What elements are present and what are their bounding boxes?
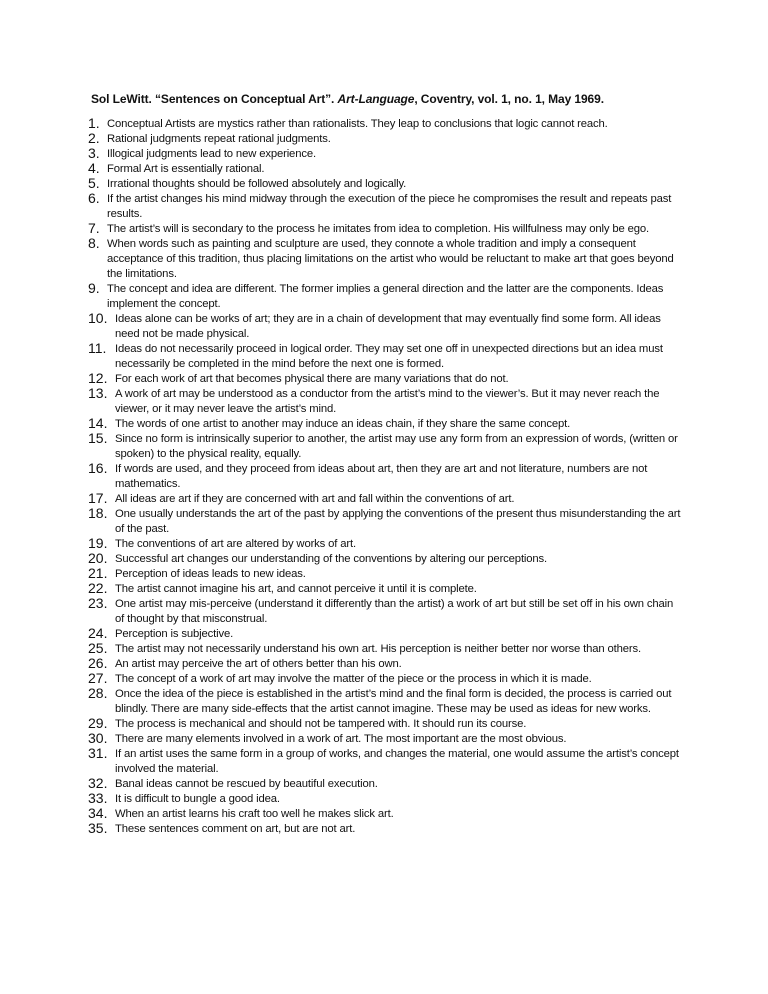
sentence-text: One artist may mis-perceive (understand it differently than the artist) a work of art but still be set off in his own chain of thought by that misconstrual. — [115, 598, 674, 625]
sentence-number: 29. — [88, 715, 108, 731]
sentence-text: One usually understands the art of the past by applying the conventions of the present thus misunderstanding the art of the past. — [115, 508, 681, 535]
sentence-number: 21. — [88, 565, 108, 581]
sentence-item — [88, 807, 684, 822]
sentence-text: Banal ideas cannot be rescued by beautiful execution. — [115, 778, 378, 790]
sentence-text: For each work of art that becomes physical there are many variations that do not. — [115, 373, 509, 385]
sentence-text: The artist may not necessarily understand his own art. His perception is neither better nor worse than others. — [115, 643, 642, 655]
sentence-item — [88, 642, 684, 657]
sentence-number: 14. — [88, 415, 108, 431]
sentence-number: 20. — [88, 550, 108, 566]
sentence-item — [88, 312, 684, 342]
sentence-number: 5. — [88, 175, 100, 191]
sentence-text: A work of art may be understood as a conductor from the artist’s mind to the viewer’s. But it may never reach the viewer, or it may never leave the artist’s mind. — [115, 388, 660, 415]
sentence-item — [88, 597, 684, 627]
sentence-text: The process is mechanical and should not be tampered with. It should run its course. — [115, 718, 527, 730]
sentence-item — [88, 492, 684, 507]
citation-header — [91, 92, 731, 106]
sentence-number: 8. — [88, 235, 100, 251]
sentence-number: 18. — [88, 505, 108, 521]
sentence-number: 32. — [88, 775, 108, 791]
sentence-text: Illogical judgments lead to new experience. — [107, 148, 316, 160]
sentence-text: Irrational thoughts should be followed absolutely and logically. — [107, 178, 407, 190]
sentence-item — [88, 417, 684, 432]
sentence-number: 6. — [88, 190, 100, 206]
sentence-number: 11. — [88, 340, 107, 356]
sentence-text: The concept of a work of art may involve the matter of the piece or the process in which it is made. — [115, 673, 592, 685]
sentence-number: 28. — [88, 685, 108, 701]
sentence-text: If the artist changes his mind midway through the execution of the piece he compromises the result and repeats past results. — [107, 193, 672, 220]
sentence-number: 9. — [88, 280, 100, 296]
citation-title: “Sentences on Conceptual Art”. — [155, 92, 335, 106]
sentence-text: The words of one artist to another may induce an ideas chain, if they share the same concept. — [115, 418, 571, 430]
sentence-number: 3. — [88, 145, 100, 161]
sentence-text: Ideas alone can be works of art; they are in a chain of development that may eventually find some form. All ideas need not be made physical. — [115, 313, 661, 340]
sentence-text: The artist’s will is secondary to the process he imitates from idea to completion. His willfulness may only be ego. — [107, 223, 649, 235]
sentence-item — [88, 117, 684, 132]
sentence-item — [88, 282, 684, 312]
sentence-item — [88, 507, 684, 537]
sentence-number: 26. — [88, 655, 108, 671]
sentence-text: When an artist learns his craft too well he makes slick art. — [115, 808, 394, 820]
sentence-item — [88, 627, 684, 642]
sentence-item — [88, 732, 684, 747]
sentence-text: Formal Art is essentially rational. — [107, 163, 265, 175]
sentence-item — [88, 192, 684, 222]
sentence-number: 13. — [88, 385, 108, 401]
sentence-item — [88, 237, 684, 282]
sentence-number: 33. — [88, 790, 108, 806]
sentence-text: If an artist uses the same form in a group of works, and changes the material, one would assume the artist’s concept involved the material. — [115, 748, 679, 775]
sentence-item — [88, 792, 684, 807]
sentence-number: 22. — [88, 580, 108, 596]
sentence-number: 24. — [88, 625, 108, 641]
sentence-number: 7. — [88, 220, 100, 236]
sentence-number: 17. — [88, 490, 108, 506]
sentence-number: 12. — [88, 370, 108, 386]
sentence-item — [88, 567, 684, 582]
sentence-item — [88, 132, 684, 147]
sentence-item — [88, 747, 684, 777]
sentence-text: Rational judgments repeat rational judgments. — [107, 133, 331, 145]
sentence-number: 23. — [88, 595, 108, 611]
sentence-text: Successful art changes our understanding of the conventions by altering our perceptions. — [115, 553, 548, 565]
citation-author: Sol LeWitt. — [91, 92, 152, 106]
sentence-text: The artist cannot imagine his art, and cannot perceive it until it is complete. — [115, 583, 477, 595]
sentence-text: The conventions of art are altered by works of art. — [115, 538, 357, 550]
sentence-number: 16. — [88, 460, 108, 476]
sentence-text: Conceptual Artists are mystics rather than rationalists. They leap to conclusions that logic cannot reach. — [107, 118, 608, 130]
sentence-item — [88, 372, 684, 387]
sentence-number: 25. — [88, 640, 108, 656]
sentence-item — [88, 582, 684, 597]
sentence-number: 1. — [88, 115, 100, 131]
sentence-text: The concept and idea are different. The former implies a general direction and the latter are the components. Ideas implement the concept. — [107, 283, 664, 310]
sentence-item — [88, 222, 684, 237]
sentence-item — [88, 777, 684, 792]
sentence-item — [88, 462, 684, 492]
sentence-number: 31. — [88, 745, 108, 761]
sentence-item — [88, 717, 684, 732]
sentence-text: An artist may perceive the art of others better than his own. — [115, 658, 402, 670]
sentence-item — [88, 147, 684, 162]
citation-journal: Art-Language — [337, 92, 415, 106]
sentence-item — [88, 822, 684, 837]
sentence-item — [88, 552, 684, 567]
sentence-text: If words are used, and they proceed from ideas about art, then they are art and not literature, numbers are not mathematics. — [115, 463, 648, 490]
sentence-number: 2. — [88, 130, 100, 146]
sentence-text: Perception is subjective. — [115, 628, 234, 640]
sentence-text: It is difficult to bungle a good idea. — [115, 793, 280, 805]
sentence-number: 10. — [88, 310, 108, 326]
sentence-text: Ideas do not necessarily proceed in logical order. They may set one off in unexpected directions but an idea must necessarily be completed in the mind before the next one is formed. — [115, 343, 663, 370]
sentence-text: Perception of ideas leads to new ideas. — [115, 568, 306, 580]
sentence-text: Since no form is intrinsically superior to another, the artist may use any form from an expression of words, (written or spoken) to the physical reality, equally. — [115, 433, 678, 460]
sentence-text: Once the idea of the piece is established in the artist’s mind and the final form is decided, the process is carried out blindly. There are many side-effects that the artist cannot imagine. These may be used as ideas for new works. — [115, 688, 672, 715]
sentence-item — [88, 537, 684, 552]
sentences-list — [88, 117, 684, 837]
sentence-text: When words such as painting and sculpture are used, they connote a whole tradition and imply a consequent acceptance of this tradition, thus placing limitations on the artist who would be reluctant to make art that goes beyond the limitations. — [107, 238, 674, 280]
sentence-text: There are many elements involved in a work of art. The most important are the most obvious. — [115, 733, 567, 745]
sentence-number: 27. — [88, 670, 108, 686]
sentence-item — [88, 162, 684, 177]
sentence-text: All ideas are art if they are concerned with art and fall within the conventions of art. — [115, 493, 515, 505]
sentence-item — [88, 657, 684, 672]
citation-details: , Coventry, vol. 1, no. 1, May 1969. — [414, 92, 604, 106]
sentence-item — [88, 342, 684, 372]
sentence-number: 15. — [88, 430, 108, 446]
sentence-number: 4. — [88, 160, 100, 176]
sentence-item — [88, 432, 684, 462]
sentence-item — [88, 687, 684, 717]
sentence-number: 35. — [88, 820, 108, 836]
sentence-text: These sentences comment on art, but are not art. — [115, 823, 356, 835]
sentence-item — [88, 672, 684, 687]
sentence-number: 19. — [88, 535, 108, 551]
sentence-number: 30. — [88, 730, 108, 746]
sentence-item — [88, 387, 684, 417]
sentence-number: 34. — [88, 805, 108, 821]
sentence-item — [88, 177, 684, 192]
